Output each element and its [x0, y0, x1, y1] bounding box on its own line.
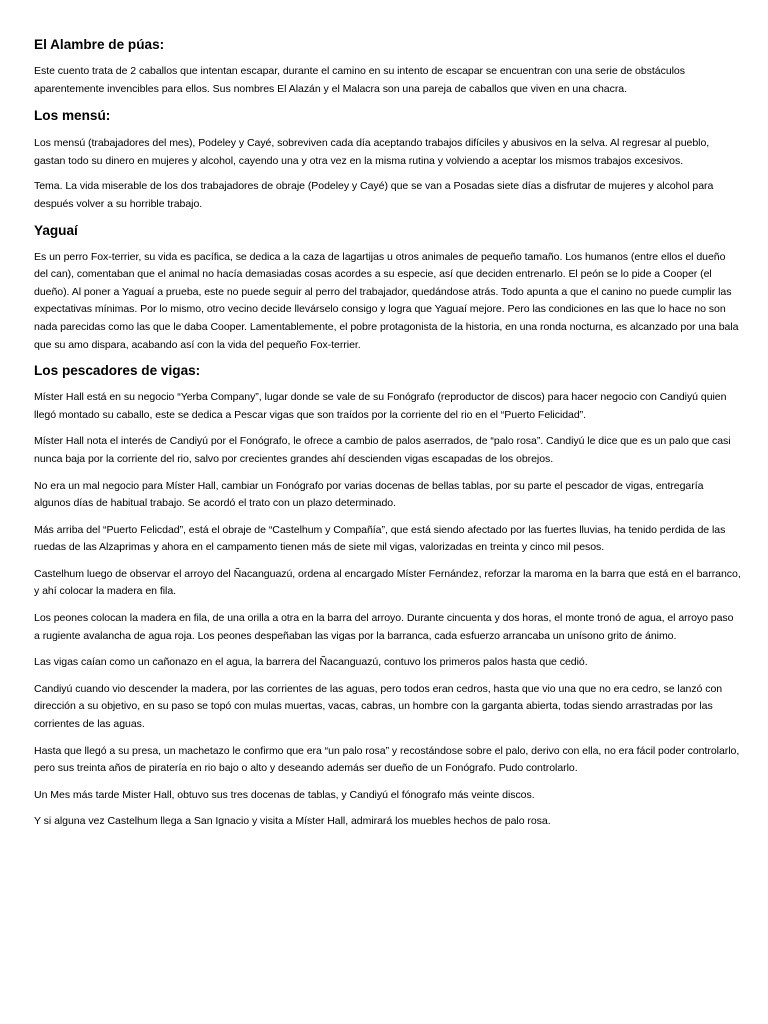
paragraph: Hasta que llegó a su presa, un machetazo le confirmo que era “un palo rosa” y recostándose sobre el palo, derivo con ella, no era fácil poder controlarlo, pero sus treinta años de piratería en rio bajo o alto y deseando además ser dueño de un Fonógrafo. Pudo controlarlo. [34, 744, 740, 775]
paragraph: Los peones colocan la madera en fila, de una orilla a otra en la barra del arroyo. Durante cincuenta y dos horas, el monte tronó de agua, el arroyo paso a rugiente avalancha de agua roja. Los peones despeñaban las vigas por la barranca, cada esfuerzo arrancaba un unísono grito de ánimo. [34, 612, 734, 642]
section-heading: Los pescadores de vigas: [34, 363, 201, 379]
paragraph: No era un mal negocio para Míster Hall, cambiar un Fonógrafo por varias docenas de bellas tablas, por su parte el pescador de vigas, entregaría algunos días de habitual trabajo. Se acordó el trato con un plazo determinado. [34, 479, 704, 510]
paragraph: Los mensú (trabajadores del mes), Podeley y Cayé, sobreviven cada día aceptando trabajos difíciles y abusivos en la selva. Al regresar al pueblo, gastan todo su dinero en mujeres y alcohol, cayendo una y otra vez en la misma rutina y volviendo a aceptar los mismos trabajos excesivos. [34, 137, 710, 167]
paragraph: Y si alguna vez Castelhum llega a San Ignacio y visita a Míster Hall, admirará los muebles hechos de palo rosa. [34, 815, 551, 828]
paragraph: Candiyú cuando vio descender la madera, por las corrientes de las aguas, pero todos eran cedros, hasta que vio una que no era cedro, se lanzó con dirección a su objetivo, en su paso se topó con mulas muertas, vacas, cabras, un hombre con la garganta abierta, todas siendo arrastradas por las corrientes de las aguas. [34, 682, 723, 731]
section-el-alambre-de-puas [34, 36, 742, 98]
paragraph: Tema. La vida miserable de los dos trabajadores de obraje (Podeley y Cayé) que se van a Posadas siete días a disfrutar de mujeres y alcohol para después volver a su horrible trabajo. [34, 180, 714, 210]
paragraph: Míster Hall nota el interés de Candiyú por el Fonógrafo, le ofrece a cambio de palos aserrados, de “palo rosa”. Candiyú le dice que es un palo que casi nunca baja por la corriente del rio, salvo por crecientes grandes ahí descienden vigas escapadas de los obrejos. [34, 435, 731, 465]
section-yaguai [34, 222, 742, 355]
paragraph: Es un perro Fox-terrier, su vida es pacífica, se dedica a la caza de lagartijas u otros animales de pequeño tamaño. Los humanos (entre ellos el dueño del can), comentaban que el animal no hacía demasiadas cosas acordes a su especie, así que deciden entrenarlo. El peón se lo pide a Cooper (el dueño). Al poner a Yaguaí a prueba, este no puede seguir al perro del trabajador, quedándose atrás. Todo apunta a que el canino no puede cumplir las expectativas mínimas. Por lo mismo, otro vecino decide llevárselo consigo y logra que Yaguaí mejore. Pero las condiciones en las que lo hace no son nada parecidas como las que le daba Cooper. Lamentablemente, el pobre protagonista de la historia, en una ronda nocturna, es alcanzado por una bala que su amo dispara, acabando así con la vida del pequeño Fox-terrier. [34, 250, 739, 351]
paragraph: Castelhum luego de observar el arroyo del Ñacanguazú, ordena al encargado Míster Fernández, reforzar la maroma en la barra que está en el barranco, y ahí colocar la madera en fila. [34, 567, 741, 598]
paragraph: Este cuento trata de 2 caballos que intentan escapar, durante el camino en su intento de escapar se encuentran con una serie de obstáculos aparentemente invencibles para ellos. Sus nombres El Alazán y el Malacra son una pareja de caballos que viven en una chacra. [34, 65, 685, 95]
paragraph: Míster Hall está en su negocio “Yerba Company”, lugar donde se vale de su Fonógrafo (reproductor de discos) para hacer negocio con Candiyú quien llegó montado su caballo, este se dedica a Pescar vigas que son traídos por la corriente del rio en el “Puerto Felicidad”. [34, 391, 727, 421]
section-heading: Yaguaí [34, 222, 78, 238]
paragraph: Más arriba del “Puerto Felicdad”, está el obraje de “Castelhum y Compañía”, que está siendo afectado por las fuertes lluvias, ha tenido perdida de las ruedas de las Alzaprimas y ahora en el campamento tienen más de siete mil vigas, valorizadas en treinta y cinco mil pesos. [34, 523, 726, 554]
section-heading: El Alambre de púas: [34, 37, 165, 52]
paragraph: Un Mes más tarde Mister Hall, obtuvo sus tres docenas de tablas, y Candiyú el fónografo más veinte discos. [34, 788, 535, 801]
section-los-pescadores-de-vigas [34, 362, 742, 831]
section-heading: Los mensú: [34, 108, 111, 124]
paragraph: Las vigas caían como un cañonazo en el agua, la barrera del Ñacanguazú, contuvo los primeros palos hasta que cedió. [34, 656, 588, 669]
section-los-mensu [34, 107, 742, 213]
